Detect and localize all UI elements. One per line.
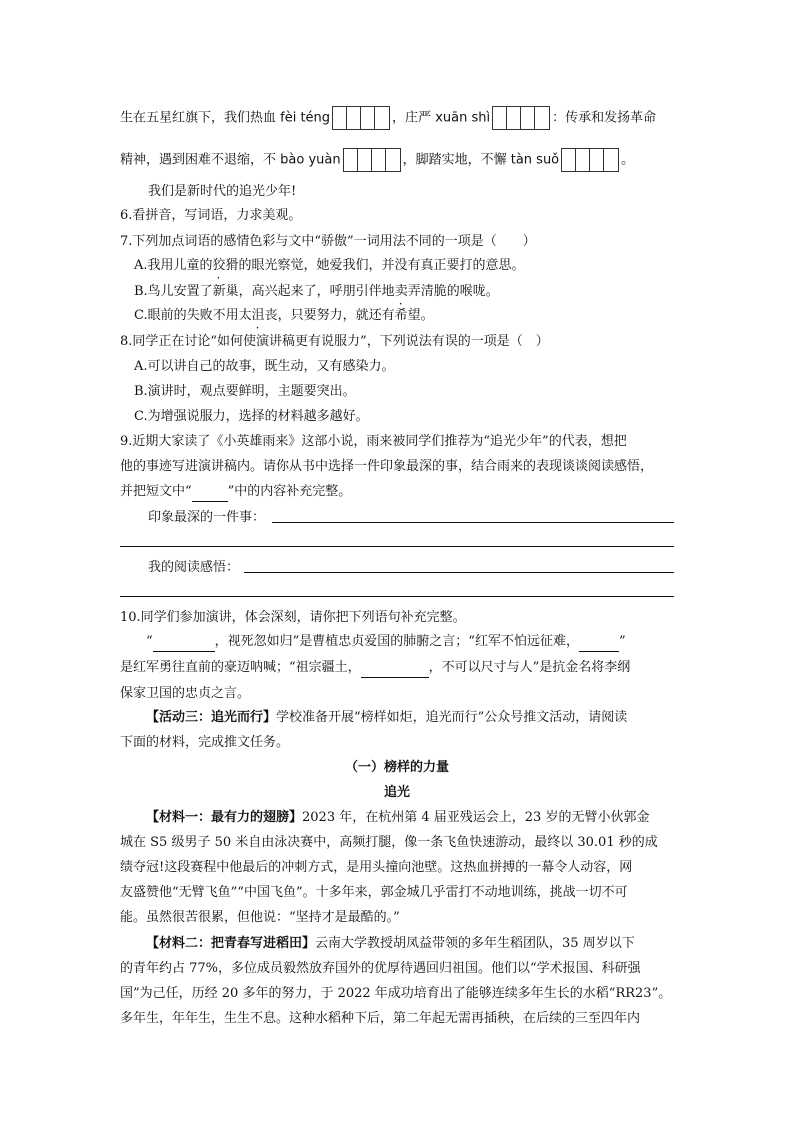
poem-line-2: 精神，遇到困难不退缩，不 bào yuàn ，脚踏实地，不懈 tàn suǒ 。	[120, 148, 634, 172]
question-8-option-b[interactable]: B.演讲时，观点要鲜明，主题要突出。	[134, 384, 356, 399]
q9-label-event: 印象最深的一件事：	[148, 510, 266, 525]
q9-answer-line-2[interactable]	[120, 546, 674, 547]
q9-label-feeling: 我的阅读感悟：	[148, 560, 240, 575]
question-8-option-a[interactable]: A.可以讲自己的故事，既生动，又有感染力。	[134, 359, 395, 374]
activity-3-line-1: 【活动三：追光而行】学校准备开展“榜样如炬，追光而行”公众号推文活动，请阅读	[146, 710, 628, 725]
section-subheading: 追光	[383, 785, 410, 800]
material-1-line-3: 绩夺冠!这段赛程中他最后的冲刺方式，是用头撞向池壁。这热血拼搏的一幕令人动容，网	[120, 860, 633, 875]
answer-box-feiteng[interactable]	[332, 106, 390, 130]
question-6: 6.看拼音，写词语，力求美观。	[120, 208, 302, 223]
question-7-option-c[interactable]: C.眼前的失败不用太沮丧，只要努力，就还有希望。	[134, 308, 434, 323]
answer-box-tansuo[interactable]	[561, 148, 619, 172]
question-10-line-2: 是红军勇往直前的豪迈呐喊；“祖宗疆土， ，不可以尺寸与人”是抗金名将李纲	[120, 658, 630, 678]
material-1-line-1: 【材料一：最有力的翅膀】2023 年，在杭州第 4 届亚残运会上，23 岁的无臂小伙郭金	[146, 810, 650, 825]
q10-blank-1[interactable]	[153, 637, 215, 652]
question-10-stem: 10.同学们参加演讲，体会深刻，请你把下列语句补充完整。	[120, 610, 466, 625]
q9-answer-line-3[interactable]	[244, 572, 674, 573]
activity-3-title: 【活动三：追光而行】	[146, 710, 277, 725]
question-10-line-1: “ ，视死忽如归”是曹植忠贞爱国的肺腑之言；“红军不怕远征难， ”	[146, 632, 626, 652]
q9-answer-line-4[interactable]	[120, 596, 674, 597]
question-9-line-1: 9.近期大家读了《小英雄雨来》这部小说，雨来被同学们推荐为“追光少年”的代表，想把	[120, 434, 627, 449]
q9-answer-line-1[interactable]	[272, 522, 674, 523]
material-2-line-3: 国”为己任，历经 20 多年的努力，于 2022 年成功培育出了能够连续多年生长的水稻“RR23”。	[120, 986, 672, 1001]
question-7-option-b[interactable]: B.鸟儿安置了新巢，高兴起来了，呼朋引伴地卖弄清脆的喉咙。	[134, 284, 499, 299]
question-8-stem: 8.同学正在讨论“如何使演讲稿更有说服力”，下列说法有误的一项是（ ）	[120, 334, 549, 349]
poem-line-1: 生在五星红旗下，我们热血 fèi téng ，庄严 xuān shì ：传承和发扬革命	[120, 106, 656, 130]
answer-box-baoyuan[interactable]	[343, 148, 401, 172]
q9-inline-blank	[192, 487, 228, 502]
question-9-line-2: 他的事迹写进演讲稿内。请你从书中选择一件印象最深的事，结合雨来的表现谈谈阅读感悟，	[120, 459, 654, 474]
material-2-line-2: 的青年约占 77%，多位成员毅然放弃国外的优厚待遇回归祖国。他们以“学术报国、科研强	[120, 961, 641, 976]
material-1-line-5: 能。虽然很苦很累，但他说：“坚持才是最酷的。”	[120, 910, 400, 925]
question-7-option-a[interactable]: A.我用儿童的狡猾的眼光察觉，她爱我们，并没有真正要打的意思。	[134, 258, 525, 273]
material-2-title: 【材料二：把青春写进稻田】	[146, 936, 316, 951]
material-1-line-4: 友盛赞他“无臂飞鱼”“中国飞鱼”。十多年来，郭金城几乎雷打不动地训练，挑战一切不可	[120, 885, 628, 900]
question-9-line-3: 并把短文中“ ”中的内容补充完整。	[120, 482, 351, 502]
poem-line-3: 我们是新时代的追光少年!	[148, 184, 297, 199]
q10-blank-2[interactable]	[579, 637, 619, 652]
activity-3-line-2: 下面的材料，完成推文任务。	[120, 735, 290, 750]
material-2-line-1: 【材料二：把青春写进稻田】云南大学教授胡凤益带领的多年生稻团队，35 周岁以下	[146, 936, 635, 951]
material-2-line-4: 多年生，年年生，生生不息。这种水稻种下后，第二年起无需再插秧，在后续的三至四年内	[120, 1011, 641, 1026]
material-1-line-2: 城在 S5 级男子 50 米自由泳决赛中，高频打腿，像一条飞鱼快速游动，最终以 30.01 秒的成	[120, 835, 658, 850]
answer-box-xuanshi[interactable]	[492, 106, 550, 130]
section-heading: （一）榜样的力量	[344, 760, 449, 775]
question-8-option-c[interactable]: C.为增强说服力，选择的材料越多越好。	[134, 409, 369, 424]
material-1-title: 【材料一：最有力的翅膀】	[146, 810, 303, 825]
question-7-stem: 7.下列加点词语的感情色彩与文中“骄傲”一词用法不同的一项是（ ）	[120, 234, 536, 249]
q10-blank-3[interactable]	[361, 663, 429, 678]
question-10-line-3: 保家卫国的忠贞之言。	[120, 686, 251, 701]
